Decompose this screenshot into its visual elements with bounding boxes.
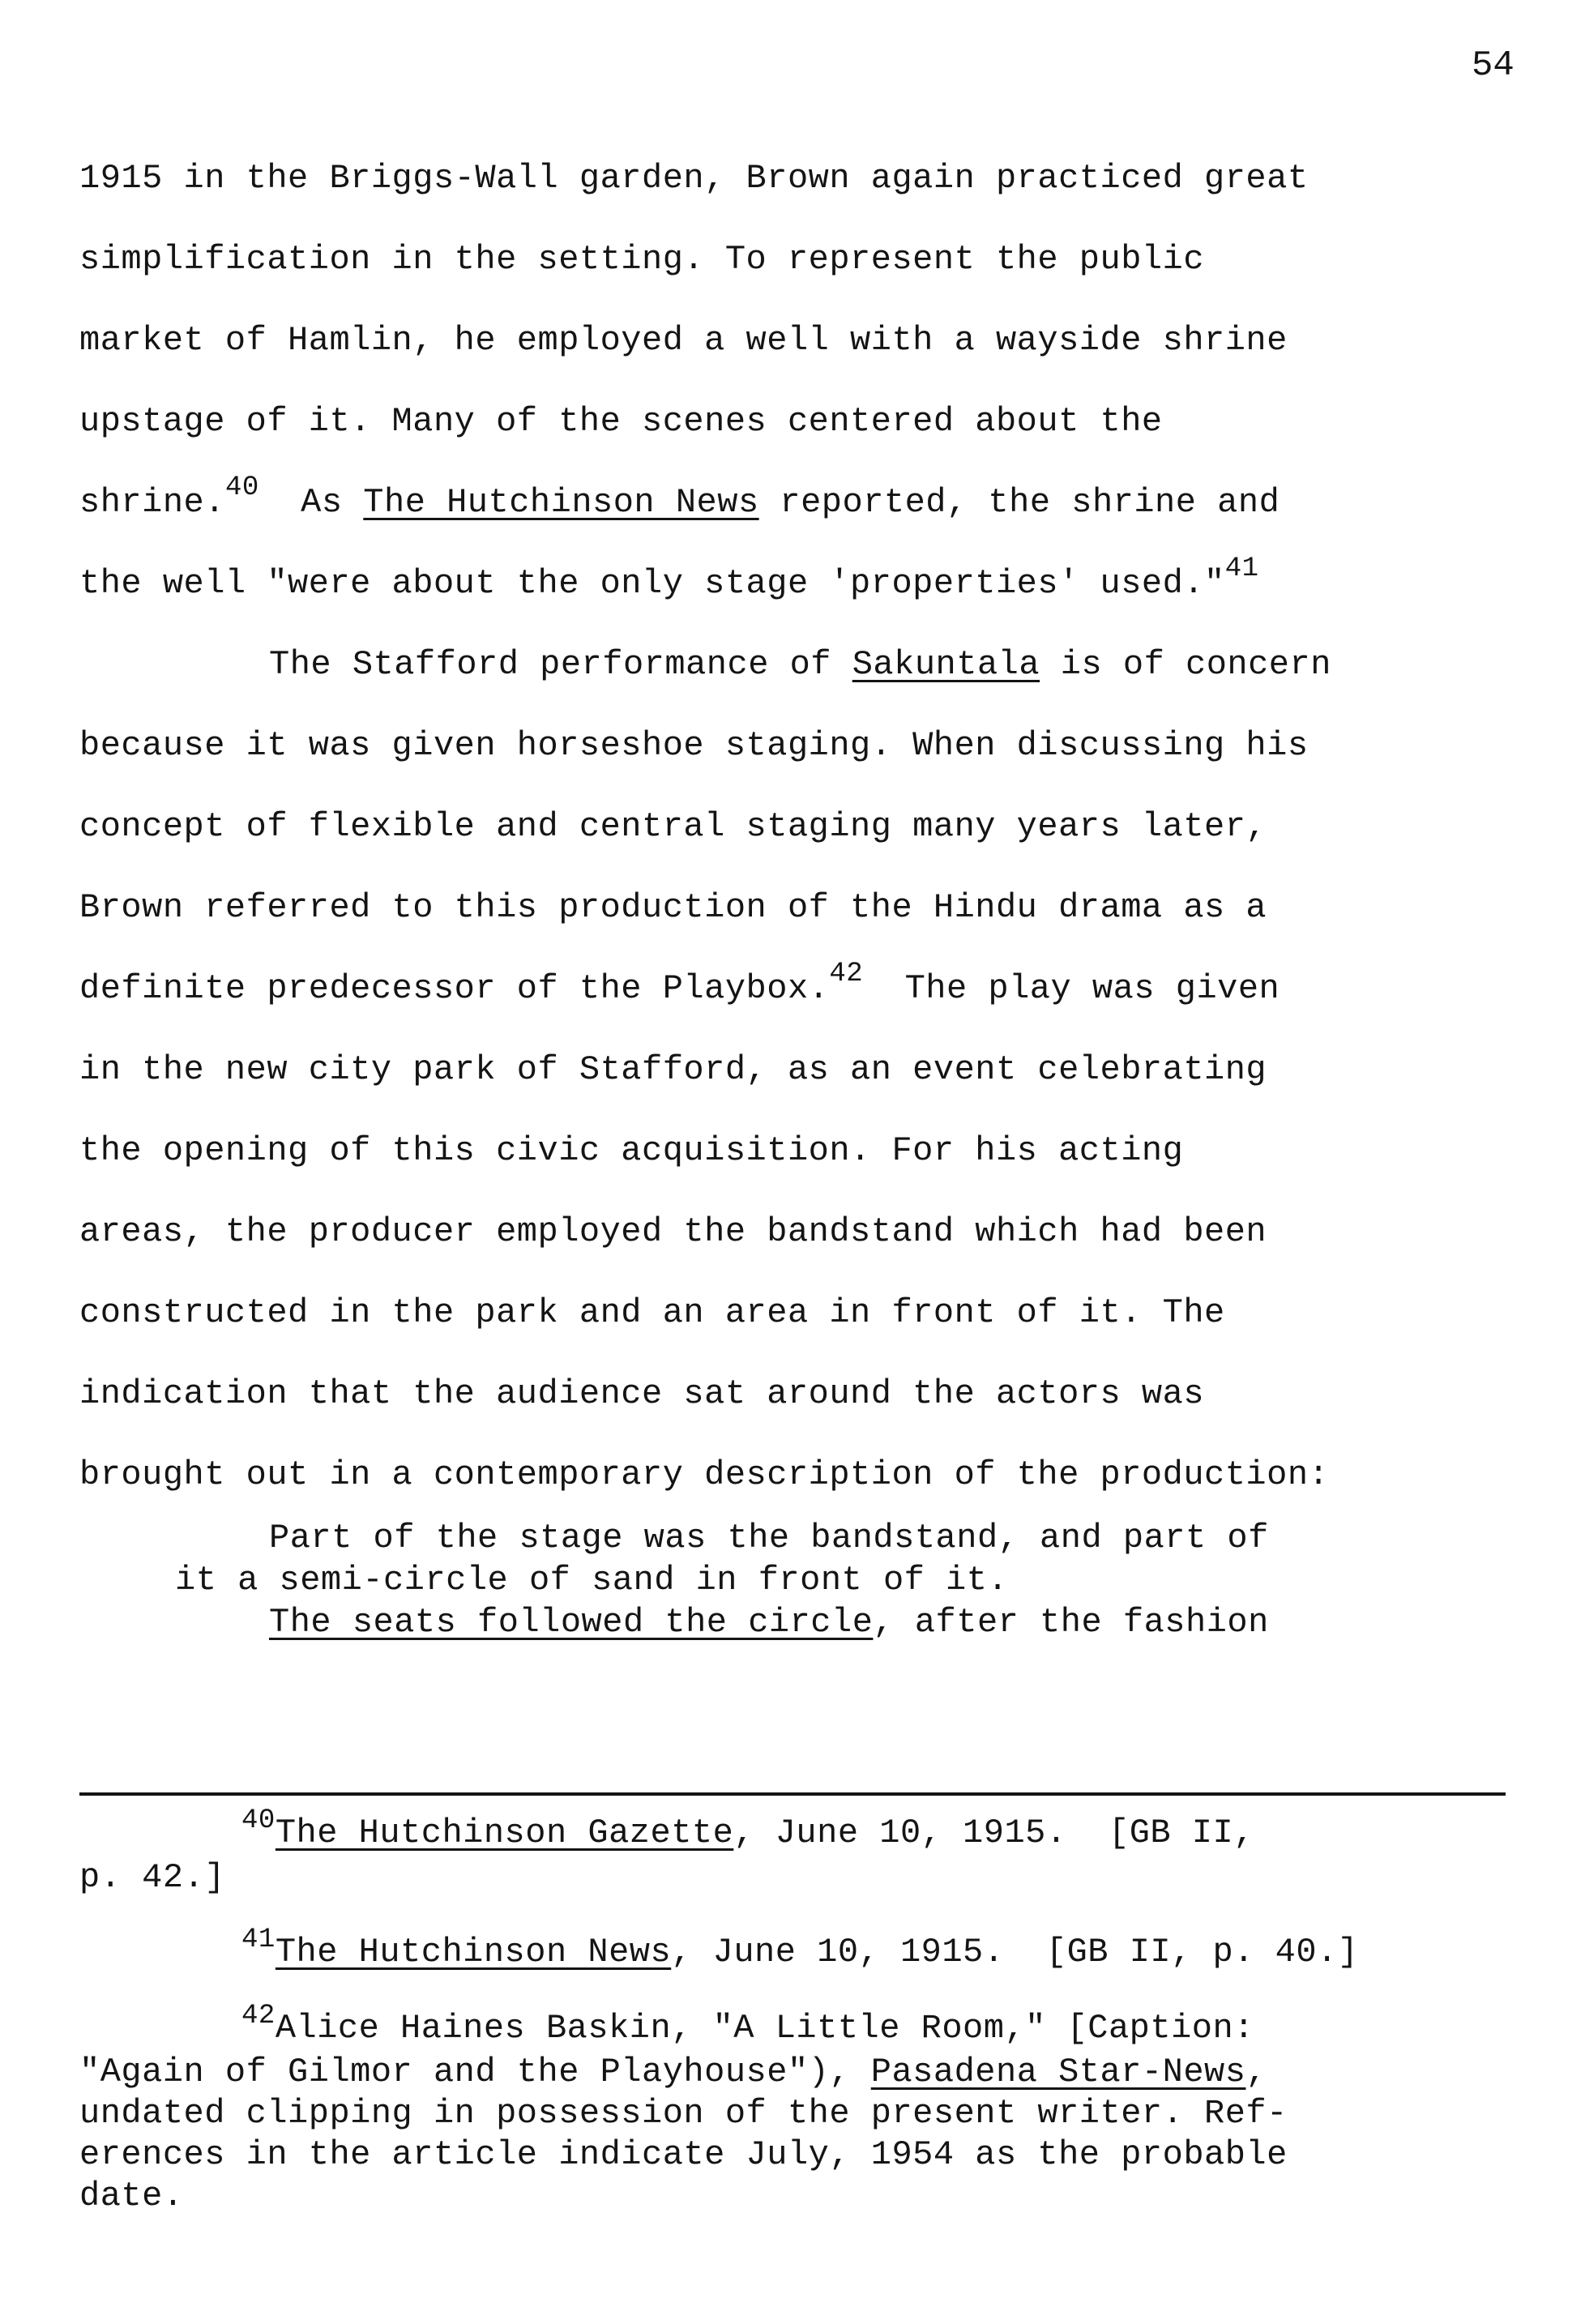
text-line xyxy=(79,705,1538,786)
text-span: The Stafford performance of xyxy=(269,645,852,684)
footnotes xyxy=(79,1805,1554,2249)
text-span: upstage of it. Many of the scenes centered about the xyxy=(79,402,1163,441)
text-span: areas, the producer employed the bandstand which had been xyxy=(79,1212,1267,1251)
text-span: definite predecessor of the Playbox. xyxy=(79,969,830,1008)
footnote-line xyxy=(79,1805,1554,1856)
text-line xyxy=(79,138,1538,219)
newspaper-title: The Hutchinson Gazette xyxy=(275,1813,734,1852)
play-title: Sakuntala xyxy=(852,645,1040,684)
text-line xyxy=(79,1191,1538,1272)
newspaper-title: The Hutchinson News xyxy=(275,1933,672,1972)
text-span: The play was given xyxy=(863,969,1280,1008)
text-span: , xyxy=(1245,2053,1267,2091)
text-line xyxy=(79,867,1538,948)
footnote-line xyxy=(79,2052,1554,2093)
footnote-41 xyxy=(79,1925,1554,1976)
text-span: "Again of Gilmor and the Playhouse"), xyxy=(79,2053,871,2091)
text-span: Alice Haines Baskin, "A Little Room," [Caption: xyxy=(275,2009,1254,2048)
text-line xyxy=(79,381,1538,462)
quote-line: it a semi-circle of sand in front of it. xyxy=(175,1561,1009,1600)
text-span: is of concern xyxy=(1040,645,1331,684)
footnote-42 xyxy=(79,2001,1554,2217)
footnote-ref-42: 42 xyxy=(829,959,864,989)
text-line xyxy=(79,1353,1538,1434)
text-span: because it was given horseshoe staging. When discussing his xyxy=(79,726,1309,765)
text-span: concept of flexible and central staging many years later, xyxy=(79,807,1267,846)
text-line xyxy=(79,219,1538,300)
footnote-number: 42 xyxy=(241,2001,276,2031)
text-span: , June 10, 1915. [GB II, xyxy=(733,1813,1254,1852)
footnote-divider xyxy=(79,1792,1506,1796)
text-line xyxy=(79,1272,1538,1353)
text-span: simplification in the setting. To represent the public xyxy=(79,240,1205,279)
newspaper-title: Pasadena Star-News xyxy=(870,2053,1246,2091)
text-span: As xyxy=(258,483,364,522)
footnote-line xyxy=(79,1925,1554,1976)
text-span: market of Hamlin, he employed a well with a wayside shrine xyxy=(79,321,1288,360)
text-span: reported, the shrine and xyxy=(758,483,1280,522)
text-line xyxy=(79,462,1538,543)
text-span: constructed in the park and an area in front of it. The xyxy=(79,1293,1225,1332)
text-line xyxy=(79,948,1538,1029)
footnote-line: erences in the article indicate July, 1954 as the probable xyxy=(79,2135,1288,2174)
text-span: indication that the audience sat around the actors was xyxy=(79,1374,1205,1413)
text-line xyxy=(79,1434,1538,1515)
text-span: 1915 in the Briggs-Wall garden, Brown again practiced great xyxy=(79,159,1309,198)
footnote-line xyxy=(79,2001,1554,2052)
text-span: shrine. xyxy=(79,483,225,522)
footnote-line: date. xyxy=(79,2177,184,2215)
quote-line xyxy=(79,1601,1538,1643)
footnote-ref-40: 40 xyxy=(224,472,259,503)
footnote-number: 41 xyxy=(241,1925,276,1955)
page-number: 54 xyxy=(1472,45,1515,86)
text-span: , June 10, 1915. [GB II, p. 40.] xyxy=(671,1933,1359,1972)
text-line xyxy=(79,543,1538,624)
text-span: brought out in a contemporary description of the production: xyxy=(79,1455,1330,1494)
text-line xyxy=(79,300,1538,381)
footnote-line: p. 42.] xyxy=(79,1858,225,1897)
footnote-ref-41: 41 xyxy=(1224,553,1259,584)
text-line xyxy=(79,786,1538,867)
text-line xyxy=(79,1110,1538,1191)
newspaper-title: The Hutchinson News xyxy=(363,483,759,522)
text-line xyxy=(79,624,1538,705)
text-span: , after the fashion xyxy=(873,1603,1269,1642)
text-span: the opening of this civic acquisition. For his acting xyxy=(79,1131,1184,1170)
underlined-phrase: The seats followed the circle xyxy=(269,1603,874,1642)
footnote-40 xyxy=(79,1805,1554,1899)
quote-line: Part of the stage was the bandstand, and part of xyxy=(269,1519,1269,1557)
text-span: Brown referred to this production of the Hindu drama as a xyxy=(79,888,1267,927)
footnote-number: 40 xyxy=(241,1805,276,1836)
footnote-line: undated clipping in possession of the present writer. Ref- xyxy=(79,2094,1288,2133)
body-text xyxy=(79,138,1538,1515)
block-quote xyxy=(79,1517,1538,1643)
text-line xyxy=(79,1029,1538,1110)
text-span: the well "were about the only stage 'properties' used." xyxy=(79,564,1225,603)
text-span: in the new city park of Stafford, as an event celebrating xyxy=(79,1050,1267,1089)
